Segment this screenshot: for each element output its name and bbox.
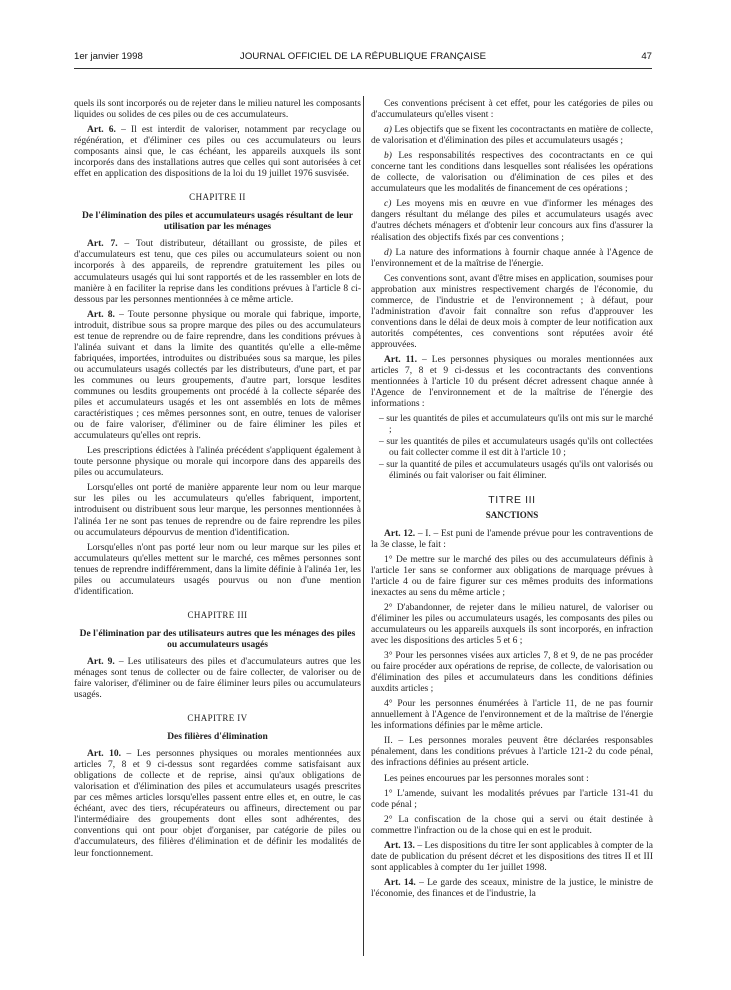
article-label: Art. 13.	[384, 840, 415, 851]
article-8	[74, 310, 361, 443]
numbered-item: 1° L'amende, suivant les modalités prévues par l'article 131-41 du code pénal ;	[371, 788, 653, 810]
list-item: – sur les quantités de piles et accumulateurs usagés qu'ils ont collectées ou fait collecter comme il est dit à l'article 10 ;	[379, 437, 653, 459]
paragraph: Lorsqu'elles n'ont pas porté leur nom ou leur marque sur les piles et accumulateurs qu'elles mettent sur le marché, ces mêmes personnes sont tenues de reprendre indifféremment, dans la limite définie à l'alinéa 1er, les piles ou accumulateurs usagés pourvus ou non d'une mention d'identification.	[74, 542, 361, 597]
article-9	[74, 657, 361, 701]
paragraph: II. – Les personnes morales peuvent être déclarées responsables pénalement, dans les conditions prévues à l'article 121-2 du code pénal, des infractions définies au présent article.	[371, 736, 653, 769]
article-text: – Toute personne physique ou morale qui fabrique, importe, introduit, distribue sous sa propre marque des piles ou des accumulateurs est tenue de reprendre ou de faire reprendre, dans les conditions prévues à l'alinéa suivant et dans la limite des quantités qu'elle a elle-même fabriquées, importées, introduites ou distribuées sous sa marque, les piles ou accumulateurs usagés collectés par les distributeurs, d'une part, et par les communes ou leurs groupements, d'autre part, lorsque lesdites communes ou lesdits groupements ont procédé à la collecte séparée des piles et accumulateurs usagés et les ont assemblés en lots de mêmes caractéristiques ; ces mêmes personnes sont, en outre, tenues de valoriser ou de faire valoriser, d'éliminer ou de faire éliminer les piles et accumulateurs qu'elles ont repris.	[74, 309, 361, 442]
section-title: SANCTIONS	[485, 509, 539, 520]
list-item: – sur les quantités de piles et accumulateurs qu'ils ont mis sur le marché ;	[379, 414, 653, 436]
article-text: – Il est interdit de valoriser, notamment par recyclage ou régénération, et d'éliminer ces piles ou ces accumulateurs ou leurs composants ainsi que, le cas échéant, les appareils auxquels ils sont incorporés dans des installations autres que celles qui sont autorisées à cet effet en application des dispositions de la loi du 19 juillet 1976 susvisée.	[74, 125, 361, 180]
paragraph: Les prescriptions édictées à l'alinéa précédent s'appliquent également à toute personne physique ou morale qui incorpore dans des appareils des piles ou accumulateurs.	[74, 446, 361, 479]
paragraph: quels ils sont incorporés ou de rejeter dans le milieu naturel les composants liquides ou solides de ces piles ou de ces accumulateurs.	[74, 99, 361, 121]
numbered-item: 2° La confiscation de la chose qui a servi ou était destinée à commettre l'infraction ou de la chose qui en est le produit.	[371, 814, 653, 836]
left-column	[74, 99, 361, 864]
article-11	[371, 355, 653, 410]
article-text: – I. – Est puni de l'amende prévue pour les contraventions de la 3e classe, le fait :	[371, 528, 653, 550]
list-item-c	[371, 199, 653, 243]
article-label: Art. 6.	[87, 125, 116, 136]
numbered-item: 1° De mettre sur le marché des piles ou des accumulateurs définis à l'article 1er sans se conformer aux obligations de marquage prévues à l'article 4 ou de faire figurer sur ces mêmes produits des informations inexactes au sens du même article ;	[371, 554, 653, 598]
article-text: – Les dispositions du titre Ier sont applicables à compter de la date de publication du présent décret et les dispositions des titres II et III sont applicables à compter du 1er juillet 1998.	[371, 840, 653, 873]
article-label: Art. 11.	[384, 354, 417, 365]
numbered-item: 3° Pour les personnes visées aux articles 7, 8 et 9, de ne pas procéder ou faire procéder aux opérations de reprise, de collecte, de valorisation ou d'élimination des piles et accumulateurs dans les conditions définies auxdits articles ;	[371, 651, 653, 695]
article-label: Art. 9.	[87, 656, 115, 667]
header-date: 1er janvier 1998	[74, 51, 143, 62]
item-label: b)	[384, 151, 392, 162]
article-label: Art. 7.	[87, 239, 118, 250]
article-text: – Les personnes physiques ou morales mentionnées aux articles 7, 8 et 9 ci-dessus et les cocontractants des conventions mentionnées à l'article 10 du présent décret adressent chaque année à l'Agence de l'environnement et de la maîtrise de l'énergie des informations :	[371, 354, 653, 410]
chapter-heading: CHAPITRE IV	[187, 713, 248, 724]
list-item-d	[371, 248, 653, 270]
chapter-heading: CHAPITRE II	[189, 192, 246, 203]
article-label: Art. 10.	[87, 749, 122, 760]
article-10	[74, 749, 361, 859]
item-text: La nature des informations à fournir chaque année à l'Agence de l'environnement et de la maîtrise de l'énergie.	[371, 247, 653, 269]
article-7	[74, 239, 361, 305]
article-12	[371, 529, 653, 551]
article-6	[74, 125, 361, 180]
chapter-title: De l'élimination des piles et accumulateurs usagés résultant de leur utilisation par les ménages	[82, 211, 353, 233]
item-label: a)	[384, 125, 392, 136]
item-label: c)	[384, 199, 392, 210]
numbered-item: 4° Pour les personnes énumérées à l'article 11, de ne pas fournir annuellement à l'Agence de l'environnement et de la maîtrise de l'énergie les informations définies par le même article.	[371, 699, 653, 732]
chapter-heading: CHAPITRE III	[187, 609, 248, 620]
list-item: – sur la quantité de piles et accumulateurs usagés qu'ils ont valorisés ou éliminés ou fait valoriser ou fait éliminer.	[379, 460, 653, 482]
article-text: – Les utilisateurs des piles et d'accumulateurs autres que les ménages sont tenus de collecter ou de faire collecter, de valoriser ou de faire valoriser, d'éliminer ou de faire éliminer leurs piles ou accumulateurs usagés.	[74, 656, 361, 701]
article-text: – Le garde des sceaux, ministre de la justice, le ministre de l'économie, des finances et de l'industrie, la	[371, 877, 653, 899]
item-text: Les moyens mis en œuvre en vue d'informer les ménages des dangers résultant du mélange des piles et accumulateurs usagés avec d'autres déchets ménagers et d'obtenir leur concours aux fins d'assurer la réalisation des objectifs fixés par ces conventions ;	[371, 199, 653, 243]
chapter-title: Des filières d'élimination	[167, 732, 268, 743]
title-heading: TITRE III	[488, 493, 536, 506]
column-divider	[363, 96, 364, 956]
article-label: Art. 8.	[87, 309, 115, 320]
item-text: Les responsabilités respectives des cocontractants en ce qui concerne tant les conditions dans lesquelles sont réalisées les opérations de collecte, de valorisation ou d'élimination de ces piles et des accumulateurs que les modalités de financement de ces opérations ;	[371, 151, 653, 195]
chapter-title: De l'élimination par des utilisateurs autres que les ménages des piles ou accumulateurs usagés	[79, 628, 356, 650]
article-14	[371, 878, 653, 900]
paragraph: Ces conventions sont, avant d'être mises en application, soumises pour approbation aux ministres respectivement chargés de l'économie, du commerce, de l'industrie et de l'environnement ; à défaut, pour l'administration d'avoir fait connaître son refus d'approuver les conventions dans le délai de deux mois à compter de leur notification aux autorités compétentes, ces conventions sont réputées avoir été approuvées.	[371, 273, 653, 350]
header-rule	[74, 68, 652, 69]
header-title: JOURNAL OFFICIEL DE LA RÉPUBLIQUE FRANÇAISE	[239, 51, 487, 62]
paragraph: Lorsqu'elles ont porté de manière apparente leur nom ou leur marque sur les piles ou les accumulateurs qu'elles fabriquent, importent, introduisent ou distribuent sous leur marque, les personnes mentionnées à l'alinéa 1er ne sont pas tenues de reprendre ou de faire reprendre les piles ou accumulateurs dépourvus de mention d'identification.	[74, 483, 361, 538]
article-text: – Les personnes physiques ou morales mentionnées aux articles 7, 8 et 9 ci-dessus sont regardées comme satisfaisant aux obligations de collecte et de reprise, ainsi qu'aux obligations de valorisation et d'élimination des piles et accumulateurs usagés prescrites par ces mêmes articles lorsqu'elles passent entre elles et, en outre, le cas échéant, avec des tiers, récupérateurs ou affineurs, directement ou par l'intermédiaire des groupements dont elles sont adhérentes, des conventions qui ont pour objet d'organiser, par catégorie de piles ou d'accumulateurs, des filières d'élimination et de définir les modalités de leur fonctionnement.	[74, 749, 362, 859]
list-item-a	[371, 125, 653, 147]
item-text: Les objectifs que se fixent les cocontractants en matière de collecte, de valorisation et d'élimination des piles et accumulateurs usagés ;	[371, 125, 653, 147]
item-label: d)	[384, 247, 392, 258]
numbered-item: 2° D'abandonner, de rejeter dans le milieu naturel, de valoriser ou d'éliminer les piles ou accumulateurs usagés, les composants des piles ou accumulateurs ou les appareils auxquels ils sont incorporés, en infraction avec les dispositions des articles 5 et 6 ;	[371, 602, 653, 647]
list-item-b	[371, 151, 653, 195]
article-text: – Tout distributeur, détaillant ou grossiste, de piles et d'accumulateurs est tenu, que ces piles ou accumulateurs soient ou non incorporés à des appareils, de reprendre gratuitement les piles ou accumulateurs usagés qui lui sont rapportés et de les rassembler en lots de manière à en faciliter la reprise dans les conditions prévues à l'article 8 ci-dessous par les personnes mentionnées à ce même article.	[74, 239, 361, 305]
paragraph: Ces conventions précisent à cet effet, pour les catégories de piles ou d'accumulateurs qu'elles visent :	[371, 99, 653, 121]
paragraph: Les peines encourues par les personnes morales sont :	[384, 773, 589, 784]
article-label: Art. 12.	[384, 528, 416, 539]
article-13	[371, 841, 653, 874]
page-header	[74, 51, 652, 65]
page-number: 47	[641, 51, 652, 62]
article-label: Art. 14.	[384, 877, 416, 888]
right-column	[371, 99, 653, 904]
